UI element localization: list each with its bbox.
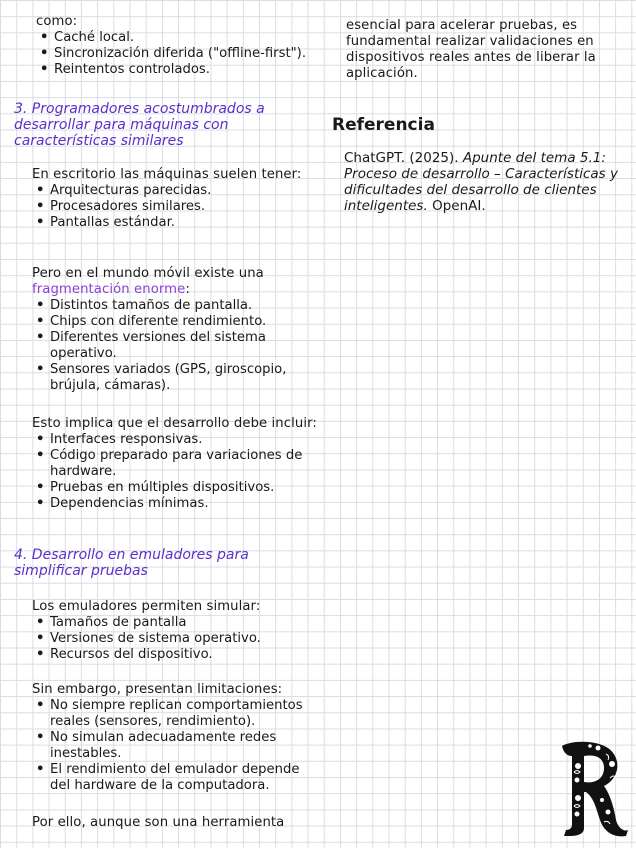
section-3-list-3 bbox=[32, 432, 317, 512]
section-4-paragraph-2: Sin embargo, presentan limitaciones: bbox=[32, 682, 283, 697]
section-3-list-2 bbox=[32, 298, 317, 394]
section-3-paragraph-1: En escritorio las máquinas suelen tener: bbox=[32, 167, 302, 182]
list-item: • Reintentos controlados. bbox=[36, 62, 316, 78]
paragraph-prefix: Pero en el mundo móvil existe una bbox=[32, 266, 264, 281]
reference-entry bbox=[344, 150, 626, 214]
reference-author: ChatGPT. (2025). bbox=[344, 150, 459, 166]
section-4-block-2 bbox=[32, 682, 317, 794]
section-4-heading: 4. Desarrollo en emuladores para simplificar pruebas bbox=[14, 547, 249, 579]
list-item: • Interfaces responsivas. bbox=[32, 432, 317, 448]
list-item: • Dependencias mínimas. bbox=[32, 496, 317, 512]
section-3-paragraph-2 bbox=[32, 266, 317, 298]
section-3-heading: 3. Programadores acostumbrados a desarrollar para máquinas con características similares bbox=[14, 101, 265, 149]
section-3-paragraph-3: Esto implica que el desarrollo debe incluir: bbox=[32, 416, 317, 431]
section-4-list-2 bbox=[32, 698, 317, 794]
reference-heading: Referencia bbox=[332, 115, 435, 135]
section-4-paragraph-3: Por ello, aunque son una herramienta bbox=[32, 815, 285, 830]
list-item: • Recursos del dispositivo. bbox=[32, 647, 312, 663]
paragraph-suffix: : bbox=[185, 282, 190, 297]
section-3-list-1 bbox=[32, 183, 302, 231]
list-item: • Diferentes versiones del sistema operativo. bbox=[32, 330, 317, 362]
list-item: • Versiones de sistema operativo. bbox=[32, 631, 312, 647]
list-item: • Código preparado para variaciones de hardware. bbox=[32, 448, 317, 480]
section-4-paragraph-1: Los emuladores permiten simular: bbox=[32, 599, 261, 614]
list-item: • Caché local. bbox=[36, 30, 316, 46]
reference-publisher: OpenAI. bbox=[432, 198, 486, 214]
continuation-paragraph: esencial para acelerar pruebas, es fundamental realizar validaciones en dispositivos reales antes de liberar la aplicación. bbox=[346, 18, 596, 81]
section-4-list-1 bbox=[32, 615, 312, 663]
list-item: • Arquitecturas parecidas. bbox=[32, 183, 302, 199]
list-item: • Pruebas en múltiples dispositivos. bbox=[32, 480, 317, 496]
list-item: • No siempre replican comportamientos reales (sensores, rendimiento). bbox=[32, 698, 317, 730]
list-item: • No simulan adecuadamente redes inestables. bbox=[32, 730, 317, 762]
reference-title: Apunte del tema 5.1: Proceso de desarrollo – Características y dificultades del desarrollo de clientes inteligentes. bbox=[344, 150, 618, 214]
intro-block bbox=[36, 14, 316, 78]
intro-label: como: bbox=[36, 14, 78, 29]
list-item: • Tamaños de pantalla bbox=[32, 615, 312, 631]
list-item: • Chips con diferente rendimiento. bbox=[32, 314, 317, 330]
intro-list bbox=[36, 30, 316, 78]
list-item: • El rendimiento del emulador depende del hardware de la computadora. bbox=[32, 762, 317, 794]
list-item: • Distintos tamaños de pantalla. bbox=[32, 298, 317, 314]
section-3-block-1 bbox=[32, 167, 302, 231]
list-item: • Sincronización diferida ("offline-first"). bbox=[36, 46, 316, 62]
section-3-block-2 bbox=[32, 266, 317, 394]
section-4-block-1 bbox=[32, 599, 312, 663]
highlight-text: fragmentación enorme bbox=[32, 282, 186, 297]
list-item: • Sensores variados (GPS, giroscopio, brújula, cámaras). bbox=[32, 362, 317, 394]
list-item: • Procesadores similares. bbox=[32, 199, 302, 215]
section-3-block-3 bbox=[32, 416, 317, 512]
list-item: • Pantallas estándar. bbox=[32, 215, 302, 231]
r-monogram-logo bbox=[548, 738, 630, 838]
